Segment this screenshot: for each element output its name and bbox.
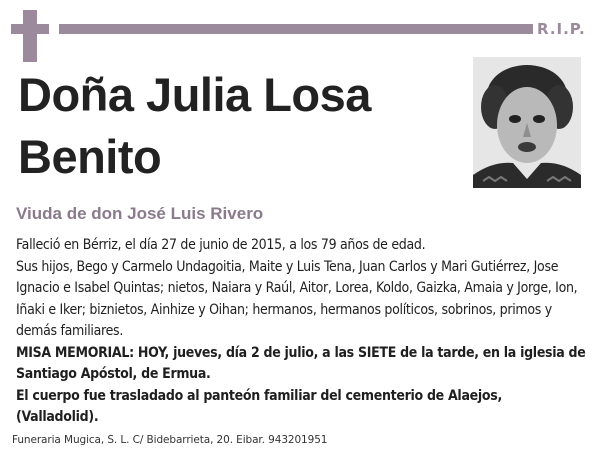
notice-body xyxy=(16,235,588,429)
header-bar xyxy=(59,24,533,34)
cross-vertical xyxy=(23,10,37,62)
deceased-name-line2: Benito xyxy=(18,130,162,183)
death-notice: Falleció en Bérriz, el día 27 de junio de 2015, a los 79 años de edad. xyxy=(16,237,426,253)
deceased-name-line1: Doña Julia Losa xyxy=(18,68,371,121)
transfer-notice: El cuerpo fue trasladado al panteón familiar del cementerio de Alaejos, (Valladolid). xyxy=(16,387,502,425)
subtitle: Viuda de don José Luis Rivero xyxy=(16,204,264,223)
portrait-icon xyxy=(473,57,581,188)
deceased-name xyxy=(18,64,458,188)
funeral-home-footer: Funeraria Mugica, S. L. C/ Bidebarrieta, 20. Eibar. 943201951 xyxy=(12,434,328,446)
family-list: Sus hijos, Bego y Carmelo Undagoitia, Maite y Luis Tena, Juan Carlos y Mari Gutiérrez, Jose Ignacio e Isabel Quintas; nietos, Naiara y Raúl, Aitor, Lorea, Koldo, Gaizka, Amaia y Jorge, Ion, Iñaki e Iker; biznietos, Ainhize y Oihan; hermanos, hermanos políticos, sobrinos, primos y demás familiares. xyxy=(16,258,578,339)
portrait-photo xyxy=(473,57,581,188)
cross-horizontal xyxy=(11,24,49,34)
memorial-mass: MISA MEMORIAL: HOY, jueves, día 2 de julio, a las SIETE de la tarde, en la iglesia de Santiago Apóstol, de Ermua. xyxy=(16,344,586,382)
rip-label: R.I.P. xyxy=(537,20,586,38)
